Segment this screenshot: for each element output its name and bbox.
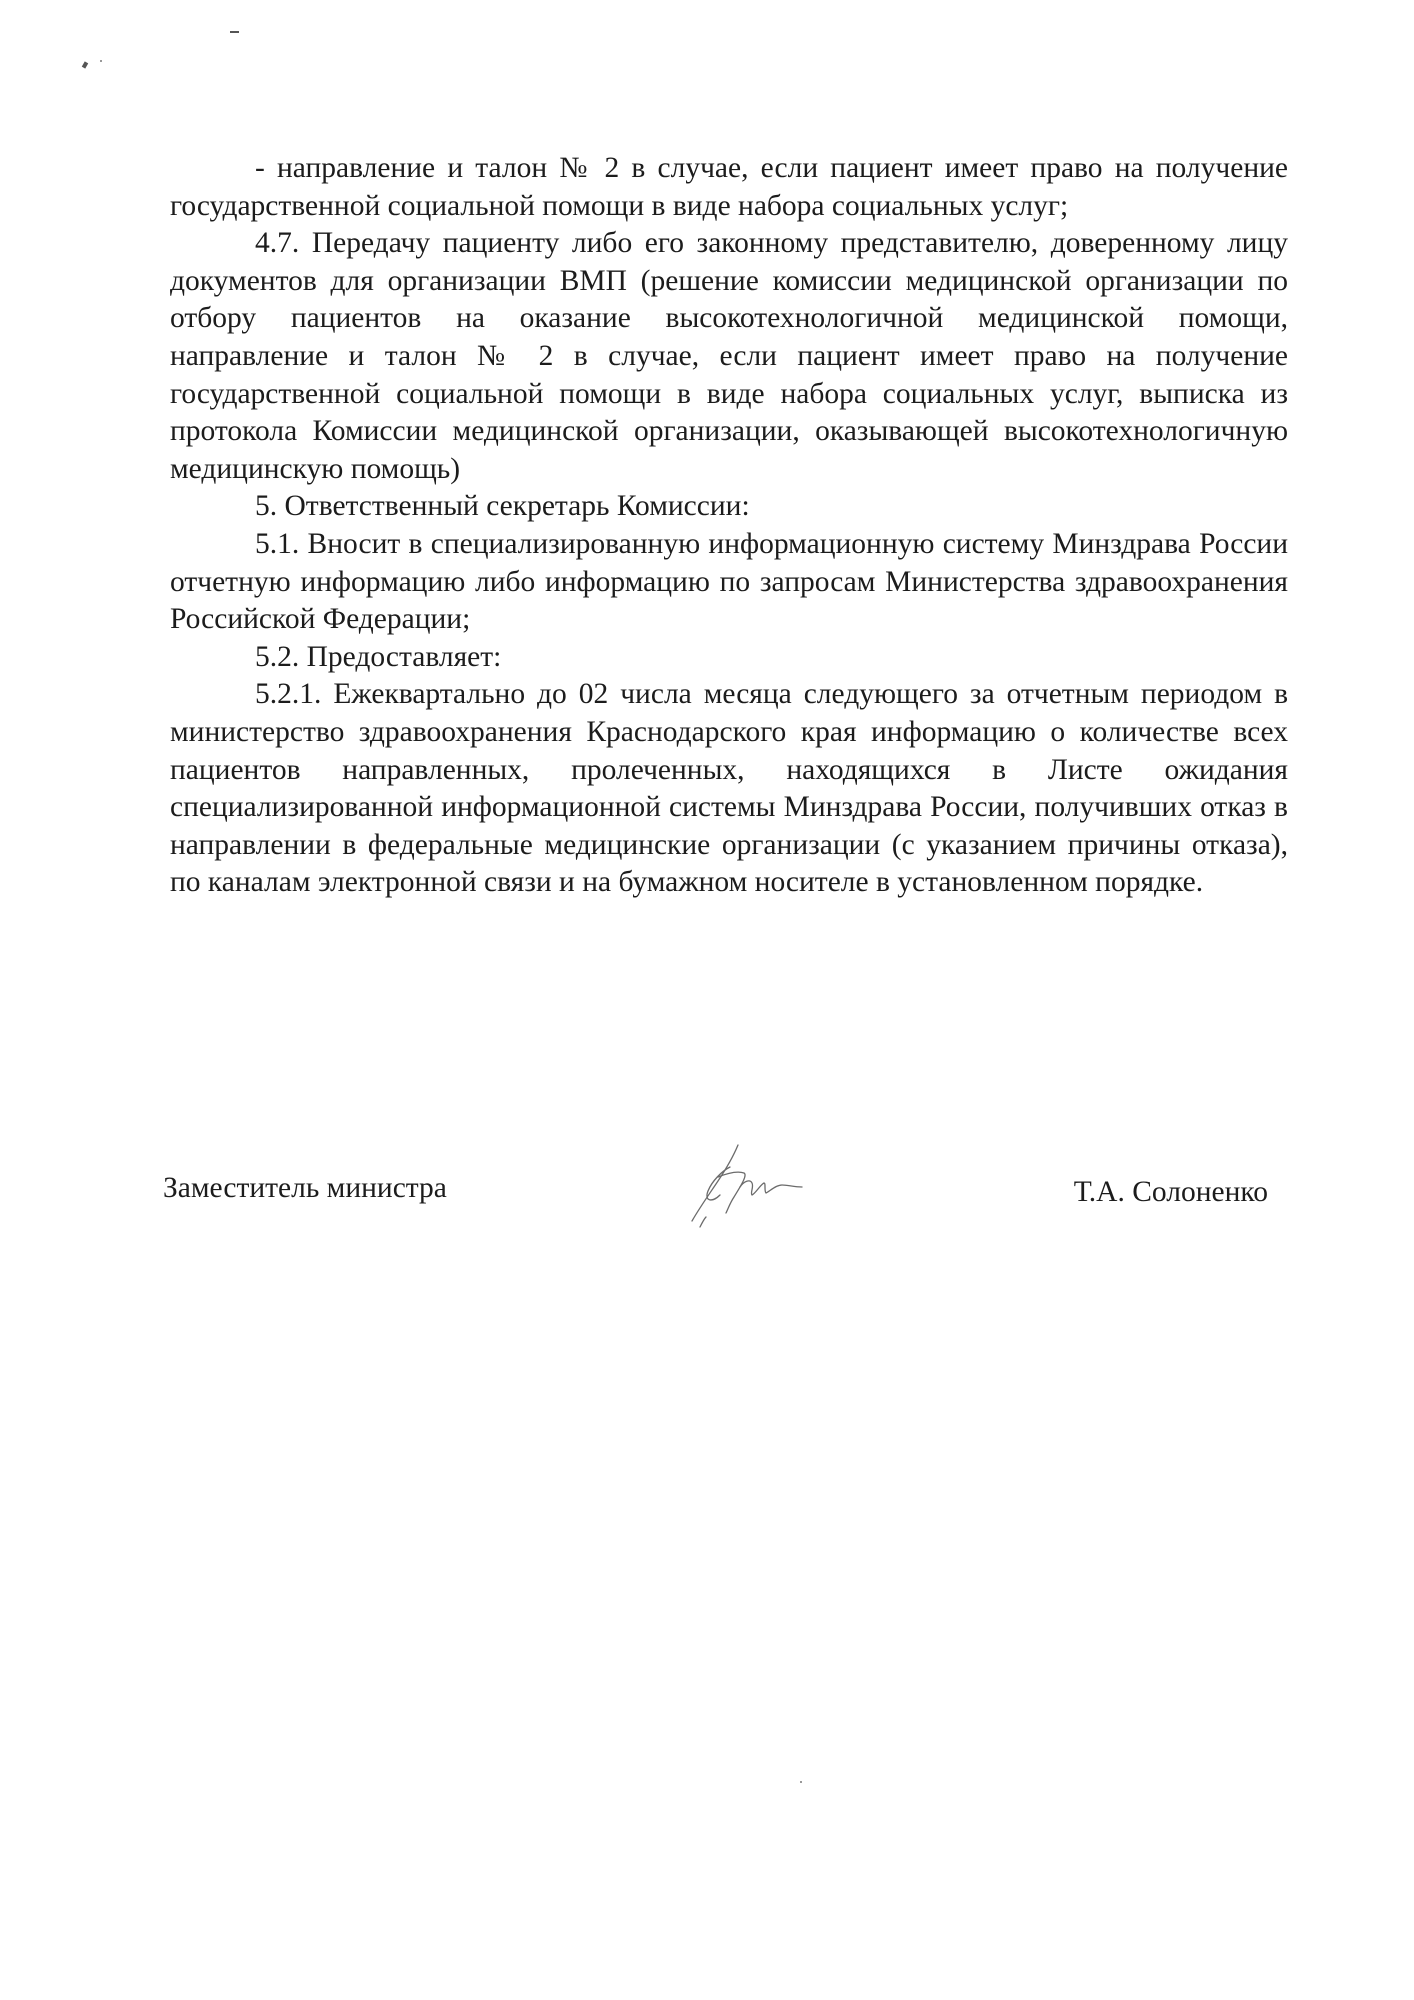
body-paragraph: 5. Ответственный секретарь Комиссии: (255, 490, 750, 523)
body-paragraph: 4.7. Передачу пациенту либо его законному представителю, доверенному лицу документов для организации ВМП (решение комиссии медицинской организации по отбору пациентов на оказание высокотехнологичной медицинской помощи, направление и талон № 2 в случае, если пациент имеет право на получение государственной социальной помощи в виде набора социальных услуг, выписка из протокола Комиссии медицинской организации, оказывающей высокотехнологичную медицинскую помощь) (170, 227, 1288, 485)
body-paragraph: 5.2.1. Ежеквартально до 02 числа месяца следующего за отчетным периодом в министерство здравоохранения Краснодарского края информацию о количестве всех пациентов направленных, пролеченных, находящихся в Листе ожидания специализированной информационной системы Минздрава России, получивших отказ в направлении в федеральные медицинские организации (с указанием причины отказа), по каналам электронной связи и на бумажном носителе в установленном порядке. (170, 678, 1288, 899)
scan-artifact-mark (230, 31, 239, 33)
document-body (170, 150, 1288, 902)
signature-block (163, 1172, 1268, 1232)
body-paragraph: 5.2. Предоставляет: (255, 640, 502, 673)
scan-artifact-mark (100, 60, 102, 62)
signer-position: Заместитель министра (163, 1172, 447, 1204)
handwritten-signature (678, 1137, 808, 1237)
scan-artifact-mark (800, 1781, 802, 1783)
body-paragraph: - направление и талон № 2 в случае, если пациент имеет право на получение государственной социальной помощи в виде набора социальных услуг; (170, 152, 1288, 222)
body-paragraph: 5.1. Вносит в специализированную информационную систему Минздрава России отчетную информацию либо информацию по запросам Министерства здравоохранения Российской Федерации; (170, 527, 1288, 636)
scan-artifact-mark (82, 61, 88, 68)
signer-name: Т.А. Солоненко (1073, 1176, 1268, 1208)
